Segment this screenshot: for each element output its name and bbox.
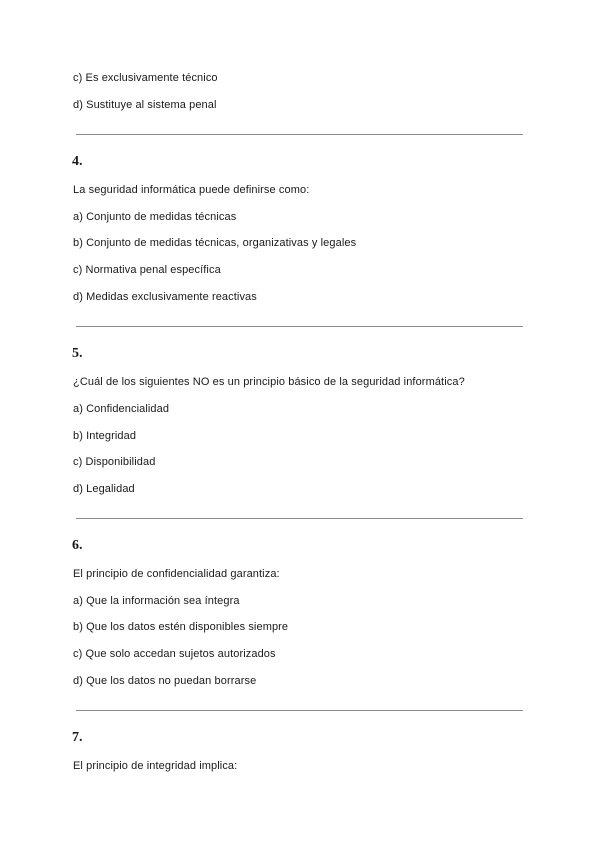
option-6a: a) Que la información sea íntegra	[73, 595, 240, 607]
option-6d: d) Que los datos no puedan borrarse	[73, 675, 257, 687]
option-4c: c) Normativa penal específica	[73, 264, 221, 276]
option-6b: b) Que los datos estén disponibles siempre	[73, 621, 289, 633]
option-3d: d) Sustituye al sistema penal	[73, 99, 217, 111]
option-6c: c) Que solo accedan sujetos autorizados	[73, 648, 276, 660]
option-3c: c) Es exclusivamente técnico	[73, 72, 218, 84]
question-6-number: 6.	[72, 538, 83, 553]
option-4d: d) Medidas exclusivamente reactivas	[73, 291, 257, 303]
question-7-prompt: El principio de integridad implica:	[73, 760, 238, 772]
separator-rule	[76, 518, 523, 519]
separator-rule	[76, 710, 523, 711]
separator-rule	[76, 134, 523, 135]
question-5-number: 5.	[72, 346, 83, 361]
separator-rule	[76, 326, 523, 327]
option-5d: d) Legalidad	[73, 483, 135, 495]
option-5a: a) Confidencialidad	[73, 403, 170, 415]
question-4-prompt: La seguridad informática puede definirse como:	[73, 184, 310, 196]
question-4-number: 4.	[72, 154, 83, 169]
question-7-number: 7.	[72, 730, 83, 745]
option-5b: b) Integridad	[73, 430, 137, 442]
option-5c: c) Disponibilidad	[73, 456, 156, 468]
question-5-prompt: ¿Cuál de los siguientes NO es un principio básico de la seguridad informática?	[73, 376, 465, 388]
option-4a: a) Conjunto de medidas técnicas	[73, 211, 237, 223]
question-6-prompt: El principio de confidencialidad garantiza:	[73, 568, 280, 580]
option-4b: b) Conjunto de medidas técnicas, organizativas y legales	[73, 237, 357, 249]
